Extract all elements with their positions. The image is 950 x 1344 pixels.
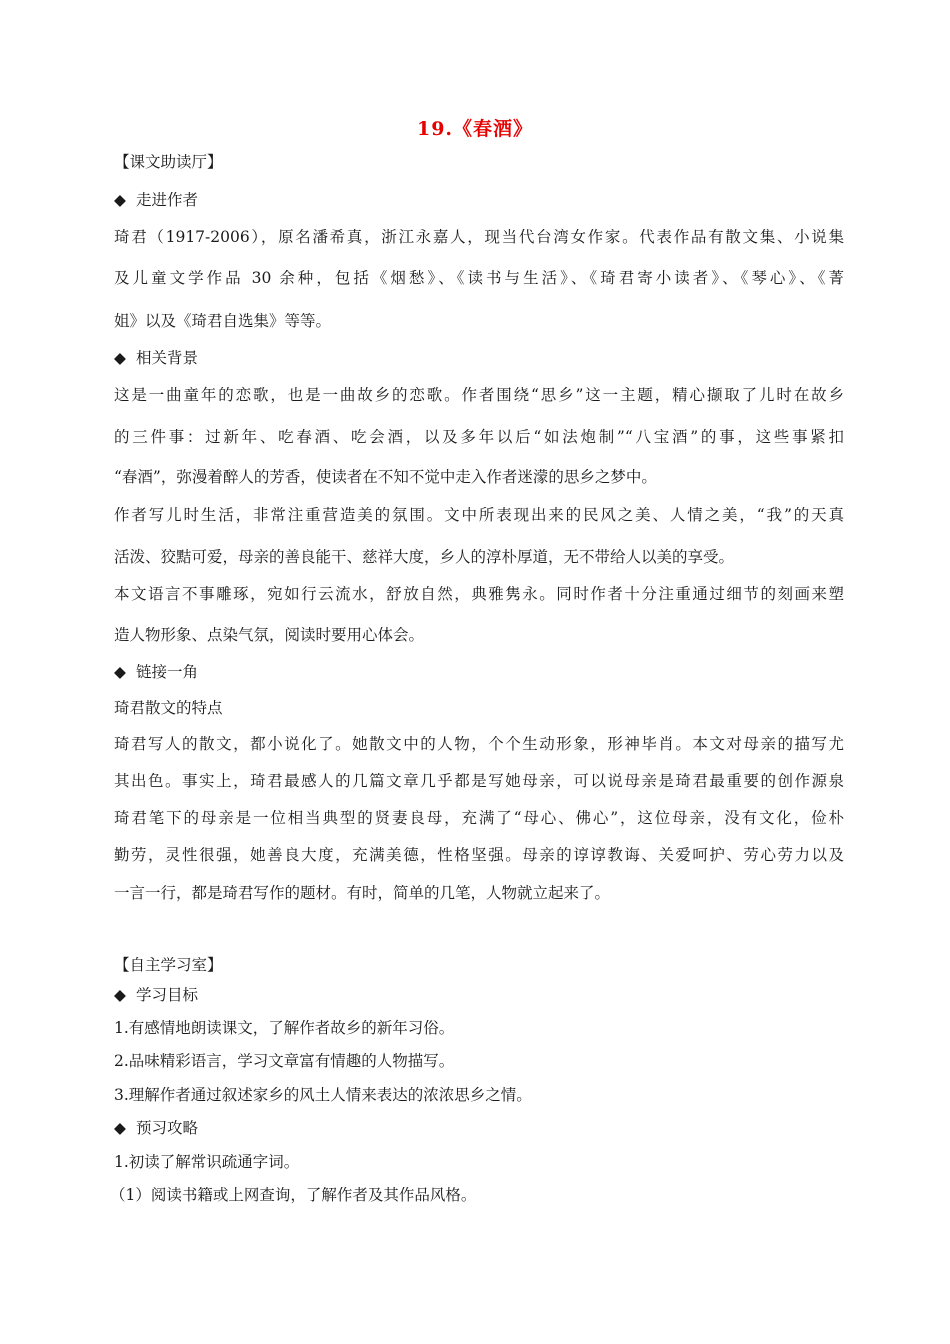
section-header-reading: 【课文助读厅】 xyxy=(114,153,223,171)
section-header-self-study: 【自主学习室】 xyxy=(114,956,223,974)
diamond-bullet-icon: ◆ xyxy=(114,1119,126,1137)
background-line-2: 的三件事：过新年、吃春酒、吃会酒，以及多年以后“如法炮制”“八宝酒”的事，这些事紧扣 xyxy=(114,428,844,446)
preview-line-1: 1.初读了解常识疏通字词。 xyxy=(114,1153,300,1171)
link-line-3: 琦君笔下的母亲是一位相当典型的贤妻良母，充满了“母心、佛心”，这位母亲，没有文化，俭朴 xyxy=(114,809,844,827)
link-line-1: 琦君写人的散文，都小说化了。她散文中的人物，个个生动形象，形神毕肖。本文对母亲的描写尤 xyxy=(114,735,844,753)
background-line-4: 作者写儿时生活，非常注重营造美的氛围。文中所表现出来的民风之美、人情之美，“我”的天真 xyxy=(114,506,844,524)
link-line-2: 其出色。事实上，琦君最感人的几篇文章几乎都是写她母亲，可以说母亲是琦君最重要的创作源泉 xyxy=(114,772,844,790)
author-heading: ◆ 走进作者 xyxy=(114,191,199,209)
preview-line-2: （1）阅读书籍或上网查询，了解作者及其作品风格。 xyxy=(110,1186,477,1204)
diamond-bullet-icon: ◆ xyxy=(114,986,126,1004)
author-line-1: 琦君（1917-2006），原名潘希真，浙江永嘉人，现当代台湾女作家。代表作品有散文集、小说集 xyxy=(114,228,844,246)
background-line-7: 造人物形象、点染气氛，阅读时要用心体会。 xyxy=(114,626,425,644)
goals-heading: ◆ 学习目标 xyxy=(114,986,199,1004)
link-line-5: 一言一行，都是琦君写作的题材。有时，简单的几笔，人物就立起来了。 xyxy=(114,884,611,902)
background-line-3: “春酒”，弥漫着醉人的芳香，使读者在不知不觉中走入作者迷濛的思乡之梦中。 xyxy=(114,468,657,486)
diamond-bullet-icon: ◆ xyxy=(114,191,126,209)
background-line-6: 本文语言不事雕琢，宛如行云流水，舒放自然，典雅隽永。同时作者十分注重通过细节的刻画来塑 xyxy=(114,585,844,603)
author-line-2: 及儿童文学作品 30 余种，包括《烟愁》、《读书与生活》、《琦君寄小读者》、《琴心》、《菁 xyxy=(114,269,844,287)
diamond-bullet-icon: ◆ xyxy=(114,663,126,681)
link-subtitle: 琦君散文的特点 xyxy=(114,699,223,717)
link-line-4: 勤劳，灵性很强，她善良大度，充满美德，性格坚强。母亲的谆谆教诲、关爱呵护、劳心劳力以及 xyxy=(114,846,844,864)
goal-item-2: 2.品味精彩语言，学习文章富有情趣的人物描写。 xyxy=(114,1052,455,1070)
background-line-1: 这是一曲童年的恋歌，也是一曲故乡的恋歌。作者围绕“思乡”这一主题，精心撷取了儿时在故乡 xyxy=(114,386,844,404)
author-line-3: 姐》以及《琦君自选集》等等。 xyxy=(114,312,332,330)
background-heading: ◆ 相关背景 xyxy=(114,349,199,367)
goal-item-3: 3.理解作者通过叙述家乡的风土人情来表达的浓浓思乡之情。 xyxy=(114,1086,532,1104)
background-line-5: 活泼、狡黠可爱，母亲的善良能干、慈祥大度，乡人的淳朴厚道，无不带给人以美的享受。 xyxy=(114,548,735,566)
page-title: 19.《春酒》 xyxy=(416,118,534,140)
diamond-bullet-icon: ◆ xyxy=(114,349,126,367)
link-heading: ◆ 链接一角 xyxy=(114,663,199,681)
goal-item-1: 1.有感情地朗读课文，了解作者故乡的新年习俗。 xyxy=(114,1019,455,1037)
preview-heading: ◆ 预习攻略 xyxy=(114,1119,199,1137)
